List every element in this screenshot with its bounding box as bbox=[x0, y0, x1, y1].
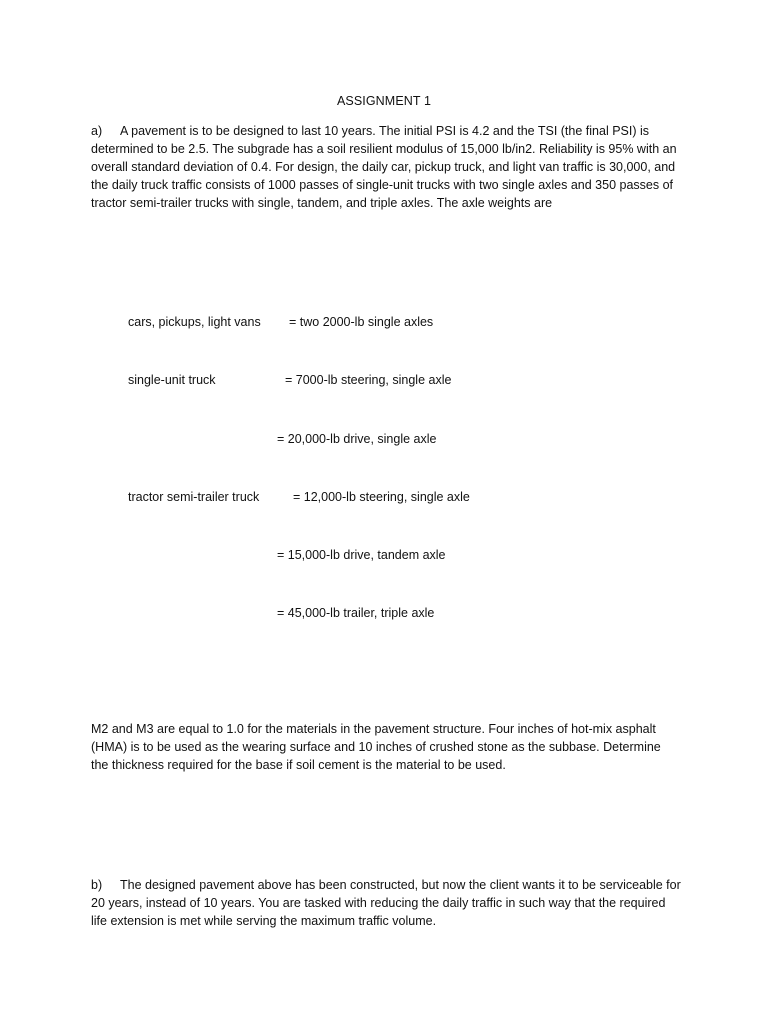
part-b-marker: b) bbox=[91, 878, 103, 892]
axle-label-tractor-semi-trailer: tractor semi-trailer truck bbox=[128, 490, 260, 504]
axle-label-single-unit-truck: single-unit truck bbox=[128, 373, 216, 387]
document-title: ASSIGNMENT 1 bbox=[336, 94, 432, 108]
axle-value-single-unit-steering: = 7000-lb steering, single axle bbox=[285, 373, 452, 387]
axle-value-cars: = two 2000-lb single axles bbox=[289, 315, 434, 329]
axle-value-single-unit-drive: = 20,000-lb drive, single axle bbox=[277, 432, 437, 446]
part-b-text: The designed pavement above has been constructed, but now the client wants it to be serviceable for 20 years, instead of 10 years. You are tasked with reducing the daily traffic in such way that the required life extension is met while serving the maximum traffic volume. bbox=[91, 878, 681, 928]
part-b-paragraph bbox=[91, 876, 681, 930]
materials-paragraph: M2 and M3 are equal to 1.0 for the materials in the pavement structure. Four inches of hot-mix asphalt (HMA) is to be used as the wearing surface and 10 inches of crushed stone as the subbase. Determine the thickness required for the base if soil cement is the material to be used. bbox=[91, 722, 661, 772]
part-a-marker: a) bbox=[91, 124, 103, 138]
axle-value-tractor-steering: = 12,000-lb steering, single axle bbox=[293, 490, 470, 504]
axle-label-cars: cars, pickups, light vans bbox=[128, 315, 261, 329]
axle-value-tractor-trailer: = 45,000-lb trailer, triple axle bbox=[277, 606, 435, 620]
axle-value-tractor-drive: = 15,000-lb drive, tandem axle bbox=[277, 548, 446, 562]
part-a-paragraph bbox=[91, 122, 681, 212]
part-a-text: A pavement is to be designed to last 10 years. The initial PSI is 4.2 and the TSI (the final PSI) is determined to be 2.5. The subgrade has a soil resilient modulus of 15,000 lb/in2. Reliability is 95% with an overall standard deviation of 0.4. For design, the daily car, pickup truck, and light van traffic is 30,000, and the daily truck traffic consists of 1000 passes of single-unit trucks with two single axles and 350 passes of tractor semi-trailer trucks with single, tandem, and triple axles. The axle weights are bbox=[91, 124, 677, 210]
